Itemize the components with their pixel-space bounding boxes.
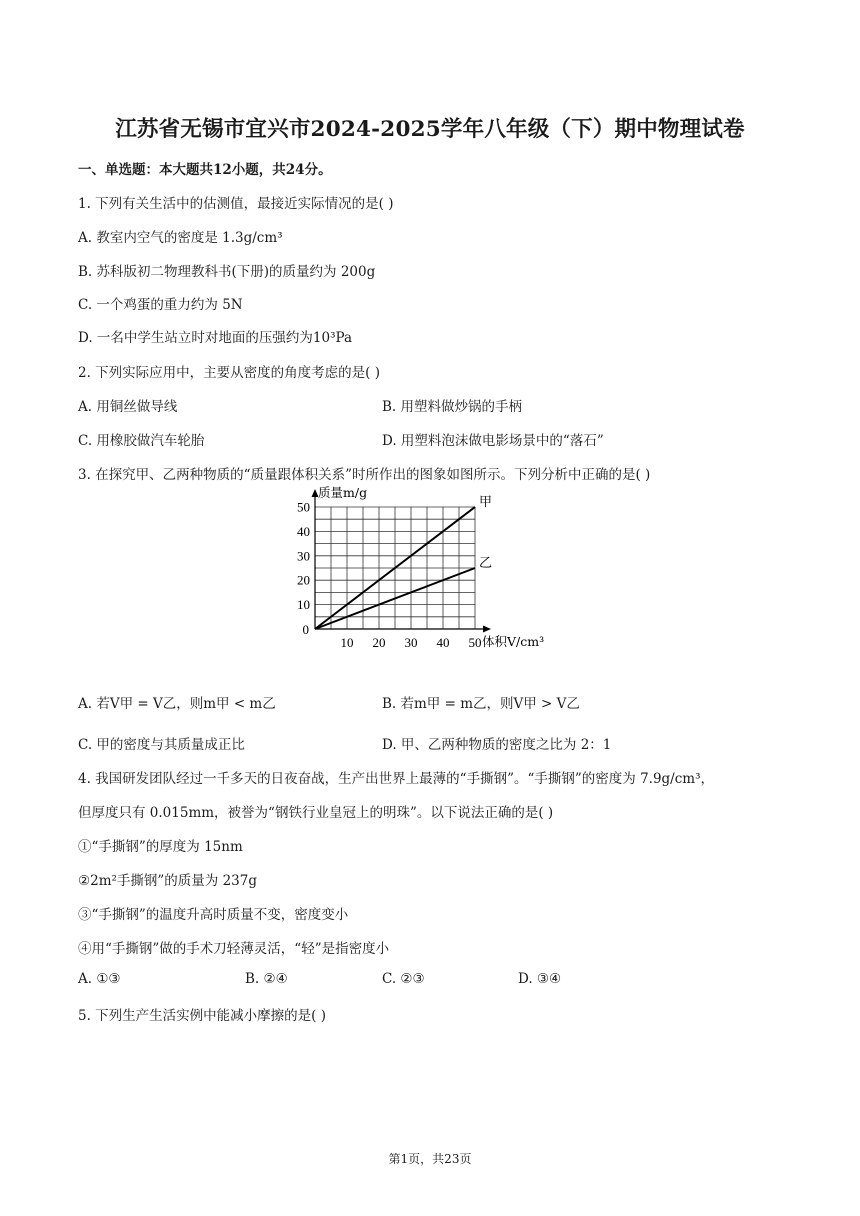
q2-stem: 2. 下列实际应用中，主要从密度的角度考虑的是( ): [78, 365, 380, 381]
q3-option-c: C. 甲的密度与其质量成正比: [78, 737, 245, 753]
q5-stem: 5. 下列生产生活实例中能减小摩擦的是( ): [78, 1008, 326, 1024]
x-tick-label: 40: [436, 635, 450, 650]
q3-option-a: A. 若V甲 = V乙，则m甲 < m乙: [78, 696, 276, 712]
q4-stem-line2: 但厚度只有 0.015mm，被誉为“钢铁行业皇冠上的明珠”。以下说法正确的是( ): [78, 805, 554, 821]
q1-stem: 1. 下列有关生活中的估测值，最接近实际情况的是( ): [78, 196, 394, 212]
q1-option-d: D. 一名中学生站立时对地面的压强约为10³Pa: [78, 330, 353, 346]
mass-volume-chart: [282, 484, 572, 664]
series-label-1: 甲: [479, 495, 493, 510]
y-tick-label: 20: [297, 572, 310, 588]
q2-option-c: C. 用橡胶做汽车轮胎: [78, 433, 205, 449]
origin-label: 0: [302, 622, 309, 637]
series-label-2: 乙: [479, 556, 493, 571]
q4-option-d: D. ③④: [518, 971, 562, 987]
y-axis-label: 质量m/g: [318, 485, 368, 500]
page-footer: 第1页，共23页: [388, 1152, 472, 1166]
q4-statement-2: ②2m²手撕钢”的质量为 237g: [78, 873, 258, 889]
q1-option-c: C. 一个鸡蛋的重力约为 5N: [78, 297, 243, 313]
q4-option-c: C. ②③: [382, 971, 425, 987]
x-tick-label: 10: [340, 635, 354, 650]
y-tick-label: 40: [297, 523, 310, 539]
q2-option-a: A. 用铜丝做导线: [78, 399, 178, 415]
q2-option-b: B. 用塑料做炒锅的手柄: [382, 399, 523, 415]
x-axis-arrow: [483, 626, 491, 633]
q3-stem: 3. 在探究甲、乙两种物质的“质量跟体积关系”时所作出的图象如图所示。下列分析中正确的是( ): [78, 467, 651, 483]
y-tick-label: 50: [297, 499, 310, 515]
q1-option-a: A. 教室内空气的密度是 1.3g/cm³: [78, 230, 283, 246]
x-axis-label: 体积V/cm³: [482, 634, 545, 649]
q2-option-d: D. 用塑料泡沫做电影场景中的“落石”: [382, 433, 604, 449]
q4-option-b: B. ②④: [245, 971, 288, 987]
y-tick-label: 30: [297, 548, 310, 564]
q4-option-a: A. ①③: [78, 971, 121, 987]
x-tick-label: 30: [404, 635, 418, 650]
q3-option-b: B. 若m甲 = m乙，则V甲 > V乙: [382, 696, 580, 712]
section-heading: 一、单选题：本大题共12小题，共24分。: [78, 162, 332, 178]
q4-statement-4: ④用“手撕钢”做的手术刀轻薄灵活，“轻”是指密度小: [78, 941, 390, 957]
q4-stem-line1: 4. 我国研发团队经过一千多天的日夜奋战，生产出世界上最薄的“手撕钢”。“手撕钢”的密度为 7.9g/cm³，: [78, 771, 715, 787]
x-tick-label: 20: [372, 635, 386, 650]
y-tick-label: 10: [297, 597, 310, 613]
q4-statement-3: ③“手撕钢”的温度升高时质量不变，密度变小: [78, 907, 349, 923]
q1-option-b: B. 苏科版初二物理教科书(下册)的质量约为 200g: [78, 264, 376, 280]
exam-title: 江苏省无锡市宜兴市2024-2025学年八年级（下）期中物理试卷: [115, 117, 745, 142]
q3-option-d: D. 甲、乙两种物质的密度之比为 2：1: [382, 737, 612, 753]
x-tick-label: 50: [468, 635, 482, 650]
q4-statement-1: ①“手撕钢”的厚度为 15nm: [78, 839, 243, 855]
